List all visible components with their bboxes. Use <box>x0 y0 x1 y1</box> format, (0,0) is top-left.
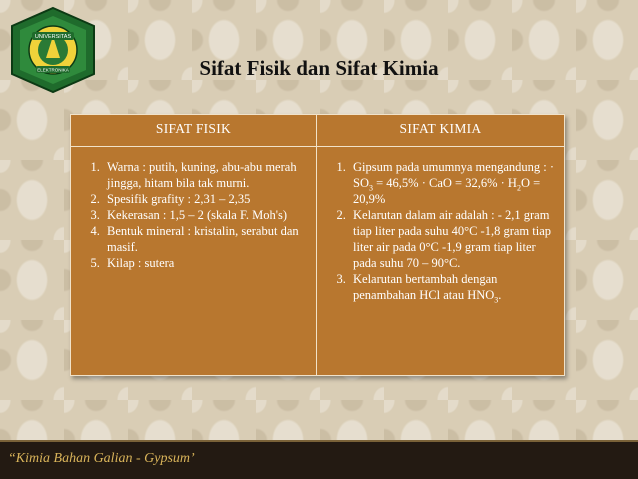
table-header-row <box>71 115 565 147</box>
sifat-kimia-cell <box>317 147 565 376</box>
header-sifat-fisik: SIFAT FISIK <box>71 115 317 147</box>
sifat-fisik-cell <box>71 147 317 376</box>
properties-table <box>70 114 565 376</box>
header-sifat-kimia: SIFAT KIMIA <box>317 115 565 147</box>
list-item: 1. Warna : putih, kuning, abu-abu merah jingga, hitam bila tak murni. <box>103 159 308 191</box>
list-item: 3. Kekerasan : 1,5 – 2 (skala F. Moh's) <box>103 207 308 223</box>
footer-caption: “Kimia Bahan Galian - Gypsum’ <box>8 451 195 466</box>
footer-bar <box>0 440 638 479</box>
list-item: 2. Spesifik grafity : 2,31 – 2,35 <box>103 191 308 207</box>
list-item: 5. Kilap : sutera <box>103 255 308 271</box>
list-item: 2. Kelarutan dalam air adalah : - 2,1 gram tiap liter pada suhu 40°C -1,8 gram tiap liter air pada 0°C -1,9 gram tiap liter pada suhu 70 – 90°C. <box>349 207 556 271</box>
table-row <box>71 147 565 376</box>
list-item: 1. Gipsum pada umumnya mengandung : · $SO_3 = 46,5\%$ · CaO = $32,6\% \cdot H_2O = 20,9\%$ <box>349 159 556 207</box>
slide-title: Sifat Fisik dan Sifat Kimia <box>199 56 439 80</box>
sifat-fisik-list <box>81 159 308 271</box>
list-item: 3. Kelarutan bertambah dengan penambahan HCl atau $HNO_3$. <box>349 271 556 303</box>
svg-text:ELEKTRONIKA: ELEKTRONIKA <box>37 67 69 73</box>
svg-text:UNIVERSITAS: UNIVERSITAS <box>34 34 72 40</box>
list-item: 4. Bentuk mineral : kristalin, serabut dan masif. <box>103 223 308 255</box>
sifat-kimia-list <box>327 159 556 303</box>
